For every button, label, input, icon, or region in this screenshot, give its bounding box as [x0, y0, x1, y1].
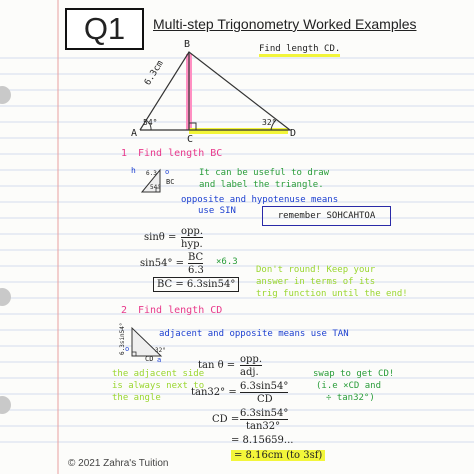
- step1-mini-bc: BC: [166, 178, 175, 186]
- step1-mini-angle: 54°: [150, 184, 161, 191]
- step2-eq1-num: opp.: [240, 354, 263, 365]
- vertex-a: A: [131, 128, 138, 139]
- step2-eq3-lhs: CD =: [212, 414, 240, 425]
- step1-eq1-den: hyp.: [181, 239, 203, 250]
- step1-note4: use SIN: [198, 206, 236, 216]
- question-label: Q1: [65, 8, 144, 50]
- page-title: Multi-step Trigonometry Worked Examples: [153, 16, 417, 32]
- step1-tip1: Don't round! Keep your: [256, 265, 376, 275]
- step1-eq1-lhs: sinθ =: [144, 232, 177, 243]
- step1-mini-h: h: [131, 166, 136, 175]
- instruction-text: Find length CD.: [259, 44, 340, 57]
- step2-swap-note1: swap to get CD!: [313, 369, 395, 379]
- step2-note1: adjacent and opposite means use TAN: [159, 329, 349, 339]
- step2-mini-angle: 32°: [155, 347, 166, 354]
- step2-swap-note3: ÷ tan32°): [326, 393, 375, 403]
- step2-eq2-num: 6.3sin54°: [240, 381, 289, 392]
- side-ab-label: 6.3cm: [143, 59, 166, 88]
- step2-heading: Find length CD: [138, 305, 223, 316]
- step1-tip2: answer in terms of its: [256, 277, 376, 287]
- vertex-c: C: [187, 134, 194, 145]
- vertex-b: B: [184, 39, 191, 50]
- step2-side-note2: is always next to: [112, 381, 205, 391]
- step2-mini-side: 6.3sin54°: [119, 322, 126, 355]
- step2-eq2-den: CD: [257, 394, 273, 405]
- step1-heading: Find length BC: [138, 148, 223, 159]
- remember-box: remember SOHCAHTOA: [262, 206, 391, 226]
- step1-multiply-note: ×6.3: [216, 257, 238, 267]
- step2-mini-a: a: [157, 356, 162, 364]
- step1-note2: and label the triangle.: [199, 180, 324, 190]
- step1-note1: It can be useful to draw: [199, 168, 330, 178]
- step1-note3: opposite and hypotenuse means: [181, 195, 339, 205]
- step1-eq2-num: BC: [188, 252, 204, 263]
- step1-eq3: BC = 6.3sin54°: [153, 277, 239, 292]
- step2-side-note1: the adjacent side: [112, 369, 205, 379]
- step2-eq3-num: 6.3sin54°: [240, 408, 289, 419]
- step2-eq2-lhs: tan32° =: [191, 387, 237, 398]
- step2-swap-note2: (i.e ×CD and: [316, 381, 382, 391]
- step1-tip3: trig function until the end!: [256, 289, 408, 299]
- step1-eq1-num: opp.: [181, 226, 204, 237]
- step2-mini-o: o: [125, 345, 130, 353]
- step2-eq4: = 8.15659...: [231, 435, 294, 446]
- copyright-footer: © 2021 Zahra's Tuition: [68, 458, 169, 469]
- angle-d-label: 32°: [262, 118, 277, 127]
- step1-eq2-den: 6.3: [188, 265, 204, 276]
- step2-eq3-den: tan32°: [246, 421, 281, 432]
- step2-eq1-lhs: tan θ =: [198, 360, 236, 371]
- step2-eq1-den: adj.: [240, 367, 259, 378]
- step1-number: 1: [121, 148, 128, 159]
- step1-mini-side: 6.3: [146, 170, 157, 177]
- angle-a-label: 54°: [143, 118, 158, 127]
- step2-mini-cd: CD: [145, 355, 154, 363]
- final-answer: = 8.16cm (to 3sf): [231, 450, 325, 461]
- vertex-d: D: [290, 128, 297, 139]
- step2-number: 2: [121, 305, 128, 316]
- step1-eq2-lhs: sin54° =: [140, 258, 185, 269]
- step2-side-note3: the angle: [112, 393, 161, 403]
- step1-mini-o: o: [165, 168, 170, 176]
